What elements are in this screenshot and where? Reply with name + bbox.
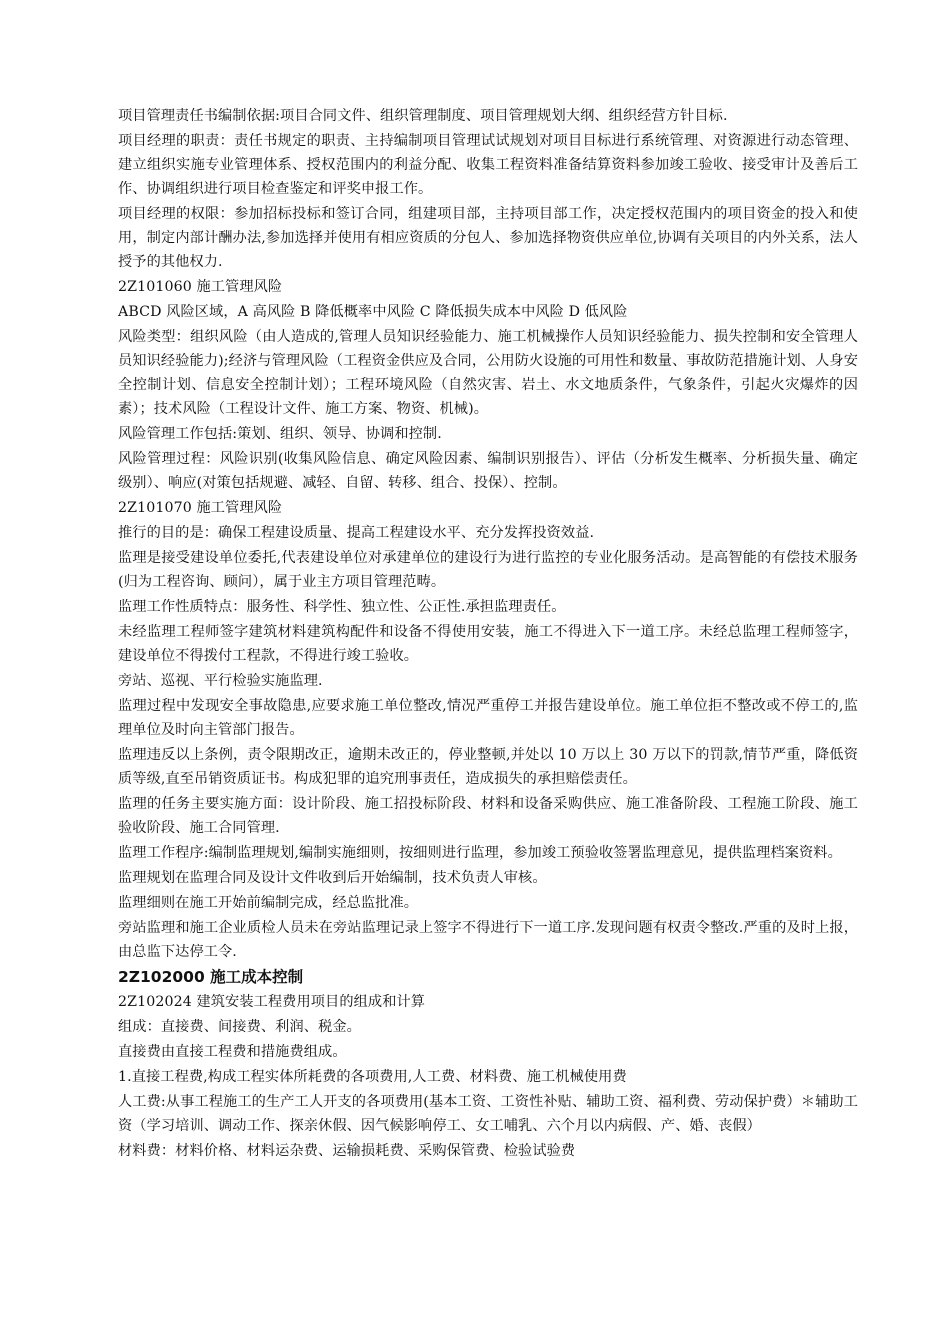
section-title-2z101060: 2Z101060 施工管理风险: [118, 279, 283, 295]
paragraph-supervision-procedure: 监理工作程序:编制监理规划,编制实施细则，按细则进行监理，参加竣工预验收签署监理意见，提供监理档案资料。: [118, 845, 842, 861]
paragraph-safety-hazard: 监理过程中发现安全事故隐患,应要求施工单位整改,情况严重停工并报告建设单位。施工单位拒不整改或不停工的,监理单位及时向主管部门报告。: [118, 698, 858, 738]
paragraph-supervision-definition: 监理是接受建设单位委托,代表建设单位对承建单位的建设行为进行监控的专业化服务活动。是高智能的有偿技术服务(归为工程咨询、顾问），属于业主方项目管理范畴。: [118, 550, 858, 590]
paragraph-supervision-details: 监理细则在施工开始前编制完成，经总监批准。: [118, 895, 419, 911]
paragraph-supervision-methods: 旁站、巡视、平行检验实施监理.: [118, 673, 323, 689]
paragraph-direct-engineering-cost: 1.直接工程费,构成工程实体所耗费的各项费用,人工费、材料费、施工机械使用费: [118, 1069, 627, 1085]
paragraph-risk-zones: ABCD 风险区域，A 高风险 B 降低概率中风险 C 降低损失成本中风险 D 低风险: [118, 304, 628, 320]
paragraph-violation-penalty: 监理违反以上条例，责令限期改正，逾期未改正的，停业整顿,并处以 10 万以上 30 万以下的罚款,情节严重，降低资质等级,直至吊销资质证书。构成犯罪的追究刑事责任，造成损失的承担赔偿责任。: [118, 747, 858, 787]
paragraph-supervision-nature: 监理工作性质特点：服务性、科学性、独立性、公正性.承担监理责任。: [118, 599, 566, 615]
paragraph-risk-process: 风险管理过程：风险识别(收集风险信息、确定风险因素、编制识别报告）、评估（分析发生概率、分析损失量、确定级别）、响应(对策包括规避、减轻、自留、转移、组合、投保）、控制。: [118, 451, 858, 491]
section-title-2z101070: 2Z101070 施工管理风险: [118, 500, 283, 516]
paragraph-pm-authority: 项目经理的权限：参加招标投标和签订合同，组建项目部，主持项目部工作，决定授权范围内的项目资金的投入和使用，制定内部计酬办法,参加选择并使用有相应资质的分包人、参加选择物资供应单位,协调有关项目的内外关系，法人授予的其他权力.: [118, 206, 858, 270]
paragraph-cost-composition: 组成：直接费、间接费、利润、税金。: [118, 1019, 361, 1035]
paragraph-direct-cost: 直接费由直接工程费和措施费组成。: [118, 1044, 347, 1060]
paragraph-labor-cost: 人工费:从事工程施工的生产工人开支的各项费用(基本工资、工资性补贴、辅助工资、福利费、劳动保护费）＊辅助工资（学习培训、调动工作、探亲休假、因气候影响停工、女工哺乳、六个月以内病假、产、婚、丧假）: [118, 1094, 858, 1134]
paragraph-responsibility-basis: 项目管理责任书编制依据:项目合同文件、组织管理制度、项目管理规划大纲、组织经营方针目标.: [118, 108, 728, 124]
paragraph-purpose: 推行的目的是：确保工程建设质量、提高工程建设水平、充分发挥投资效益.: [118, 525, 595, 541]
paragraph-side-station: 旁站监理和施工企业质检人员未在旁站监理记录上签字不得进行下一道工序.发现问题有权责令整改.严重的及时上报，由总监下达停工令.: [118, 920, 858, 960]
paragraph-pm-duties: 项目经理的职责：责任书规定的职责、主持编制项目管理试试规划对项目目标进行系统管理、对资源进行动态管理、建立组织实施专业管理体系、授权范围内的利益分配、收集工程资料准备结算资料参加竣工验收、接受审计及善后工作、协调组织进行项目检查鉴定和评奖申报工作。: [118, 133, 858, 197]
chapter-heading-2z102000: 2Z102000 施工成本控制: [118, 968, 304, 986]
paragraph-risk-work: 风险管理工作包括:策划、组织、领导、协调和控制.: [118, 426, 442, 442]
paragraph-signature-rule: 未经监理工程师签字建筑材料建筑构配件和设备不得使用安装，施工不得进入下一道工序。未经总监理工程师签字，建设单位不得拨付工程款，不得进行竣工验收。: [118, 624, 858, 664]
paragraph-risk-types: 风险类型：组织风险（由人造成的,管理人员知识经验能力、施工机械操作人员知识经验能力、损失控制和安全管理人员知识经验能力);经济与管理风险（工程资金供应及合同，公用防火设施的可用性和数量、事故防范措施计划、人身安全控制计划、信息安全控制计划）；工程环境风险（自然灾害、岩土、水文地质条件，气象条件，引起火灾爆炸的因素）；技术风险（工程设计文件、施工方案、物资、机械)。: [118, 329, 858, 417]
section-title-2z102024: 2Z102024 建筑安装工程费用项目的组成和计算: [118, 994, 426, 1010]
paragraph-material-cost: 材料费：材料价格、材料运杂费、运输损耗费、采购保管费、检验试验费: [118, 1143, 576, 1159]
paragraph-supervision-plan: 监理规划在监理合同及设计文件收到后开始编制，技术负责人审核。: [118, 870, 547, 886]
paragraph-supervision-tasks: 监理的任务主要实施方面：设计阶段、施工招投标阶段、材料和设备采购供应、施工准备阶段、工程施工阶段、施工验收阶段、施工合同管理.: [118, 796, 858, 836]
document-page: [118, 104, 858, 1163]
